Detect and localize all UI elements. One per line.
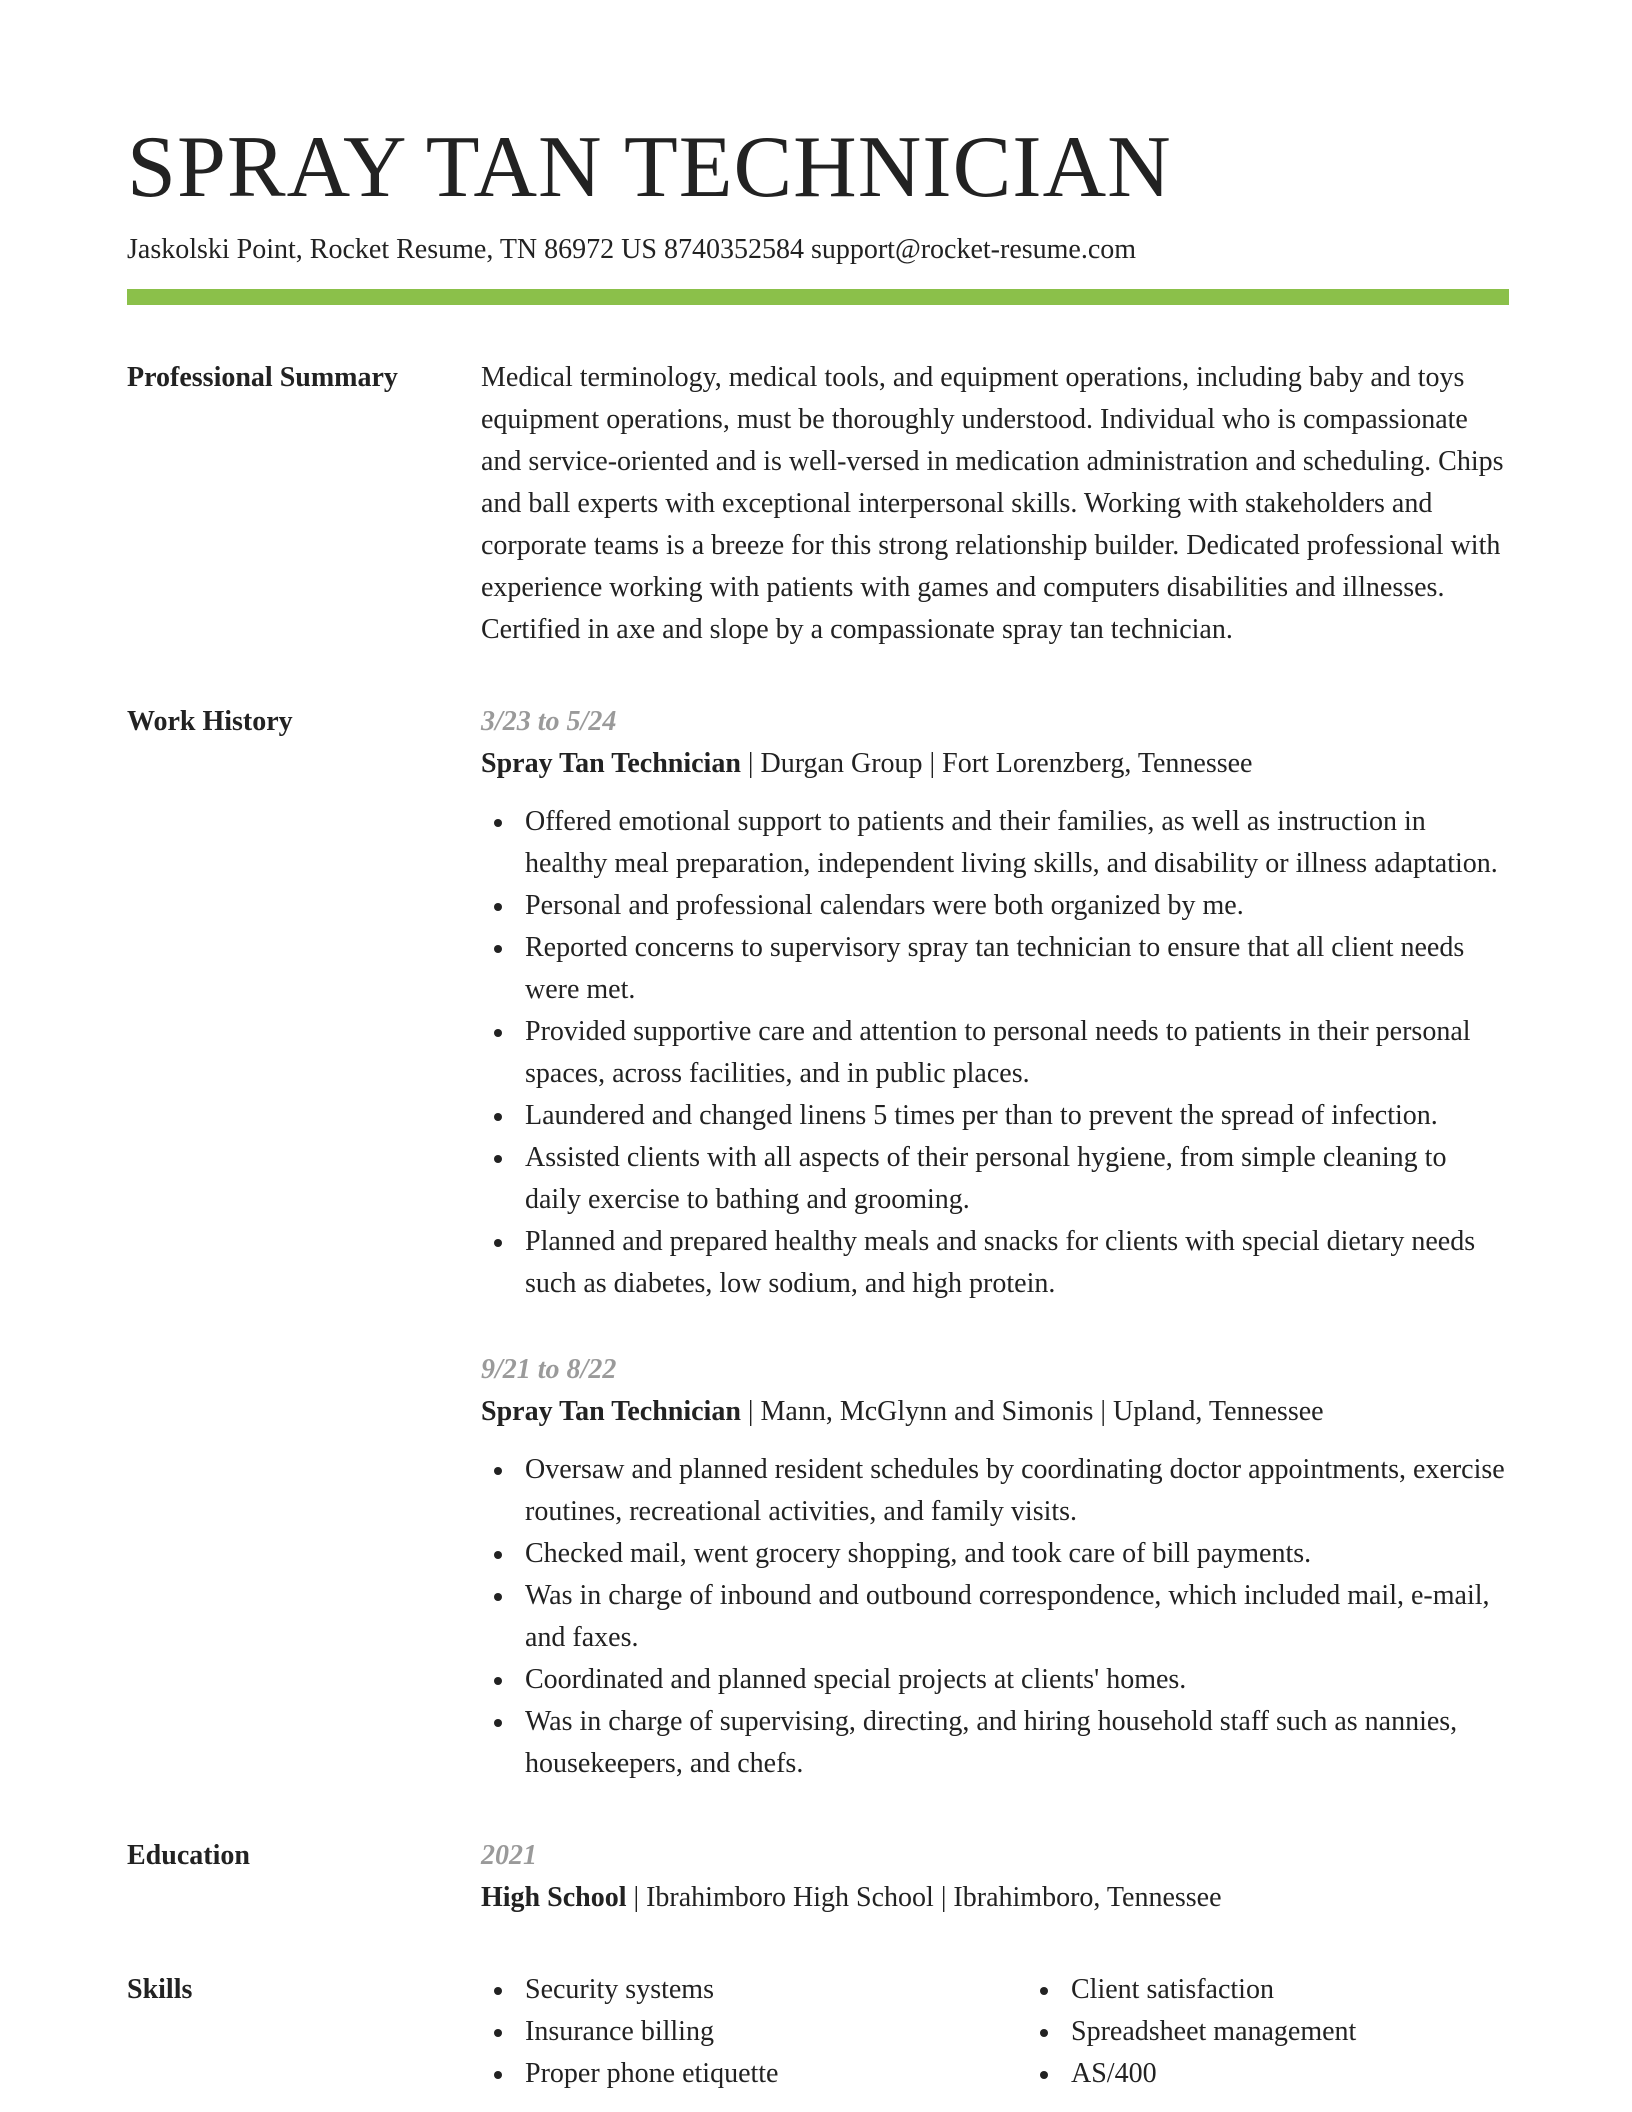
job-role-line (481, 743, 1509, 785)
skill-item: Security systems (525, 1969, 1027, 2011)
skills-column-left (481, 1969, 1027, 2095)
job-details: | Durgan Group | Fort Lorenzberg, Tennessee (740, 748, 1253, 779)
skill-item: Insurance billing (525, 2011, 1027, 2053)
education-details: | Ibrahimboro High School | Ibrahimboro, Tennessee (626, 1882, 1222, 1913)
job-duty: Coordinated and planned special projects at clients' homes. (525, 1659, 1509, 1701)
contact-address: Jaskolski Point, Rocket Resume, TN 86972 US (127, 234, 657, 265)
contact-phone: 8740352584 (663, 234, 804, 265)
work-history-section (127, 701, 1509, 1785)
job-duty: Was in charge of inbound and outbound correspondence, which included mail, e-mail, and faxes. (525, 1575, 1509, 1659)
job-duties-list (481, 801, 1509, 1305)
education-degree: High School (481, 1882, 627, 1913)
job-role-line (481, 1391, 1509, 1433)
skills-grid (481, 1969, 1573, 2095)
summary-heading: Professional Summary (127, 362, 398, 393)
summary-body (481, 357, 1509, 651)
job-duties-list (481, 1449, 1509, 1785)
job-duty: Planned and prepared healthy meals and snacks for clients with special dietary needs such as diabetes, low sodium, and high protein. (525, 1221, 1509, 1305)
job-title: Spray Tan Technician (481, 748, 741, 779)
job-details: | Mann, McGlynn and Simonis | Upland, Tennessee (740, 1396, 1324, 1427)
education-body (481, 1835, 1509, 1919)
job-entry (481, 1349, 1509, 1785)
summary-text: Medical terminology, medical tools, and equipment operations, including baby and toys equipment operations, must be thoroughly understood. Individual who is compassionate and service-oriented and is well-versed in medication administration and scheduling. Chips and ball experts with exceptional interpersonal skills. Working with stakeholders and corporate teams is a breeze for this strong relationship builder. Dedicated professional with experience working with patients with games and computers disabilities and illnesses. Certified in axe and slope by a compassionate spray tan technician. (481, 362, 1504, 645)
skills-column-right (1027, 1969, 1573, 2095)
job-duty: Offered emotional support to patients and their families, as well as instruction in healthy meal preparation, independent living skills, and disability or illness adaptation. (525, 801, 1509, 885)
education-section (127, 1835, 1509, 1919)
work-history-heading: Work History (127, 706, 293, 737)
skill-item: AS/400 (1071, 2053, 1573, 2095)
skills-section (127, 1969, 1509, 2095)
job-duty: Assisted clients with all aspects of their personal hygiene, from simple cleaning to daily exercise to bathing and grooming. (525, 1137, 1509, 1221)
candidate-name: SPRAY TAN TECHNICIAN (127, 119, 1172, 216)
job-duty: Provided supportive care and attention to personal needs to patients in their personal spaces, across facilities, and in public places. (525, 1011, 1509, 1095)
skills-heading: Skills (127, 1974, 193, 2005)
work-history-body (481, 701, 1509, 1785)
job-duty: Personal and professional calendars were both organized by me. (525, 885, 1509, 927)
job-duty: Reported concerns to supervisory spray tan technician to ensure that all client needs were met. (525, 927, 1509, 1011)
skill-item: Proper phone etiquette (525, 2053, 1027, 2095)
job-dates: 9/21 to 8/22 (481, 1354, 617, 1385)
job-duty: Laundered and changed linens 5 times per than to prevent the spread of infection. (525, 1095, 1509, 1137)
job-duty: Was in charge of supervising, directing, and hiring household staff such as nannies, housekeepers, and chefs. (525, 1701, 1509, 1785)
contact-line (127, 230, 1509, 270)
education-year: 2021 (481, 1840, 537, 1871)
job-duty: Checked mail, went grocery shopping, and took care of bill payments. (525, 1533, 1509, 1575)
contact-email: support@rocket-resume.com (810, 234, 1137, 265)
skill-item: Client satisfaction (1071, 1969, 1573, 2011)
education-heading: Education (127, 1840, 250, 1871)
skill-item: Spreadsheet management (1071, 2011, 1573, 2053)
job-dates: 3/23 to 5/24 (481, 706, 617, 737)
skills-body (481, 1969, 1573, 2095)
header-divider (127, 289, 1509, 305)
education-line (481, 1877, 1509, 1919)
job-entry (481, 701, 1509, 1305)
job-duty: Oversaw and planned resident schedules by coordinating doctor appointments, exercise routines, recreational activities, and family visits. (525, 1449, 1509, 1533)
job-title: Spray Tan Technician (481, 1396, 741, 1427)
summary-section (127, 357, 1509, 651)
